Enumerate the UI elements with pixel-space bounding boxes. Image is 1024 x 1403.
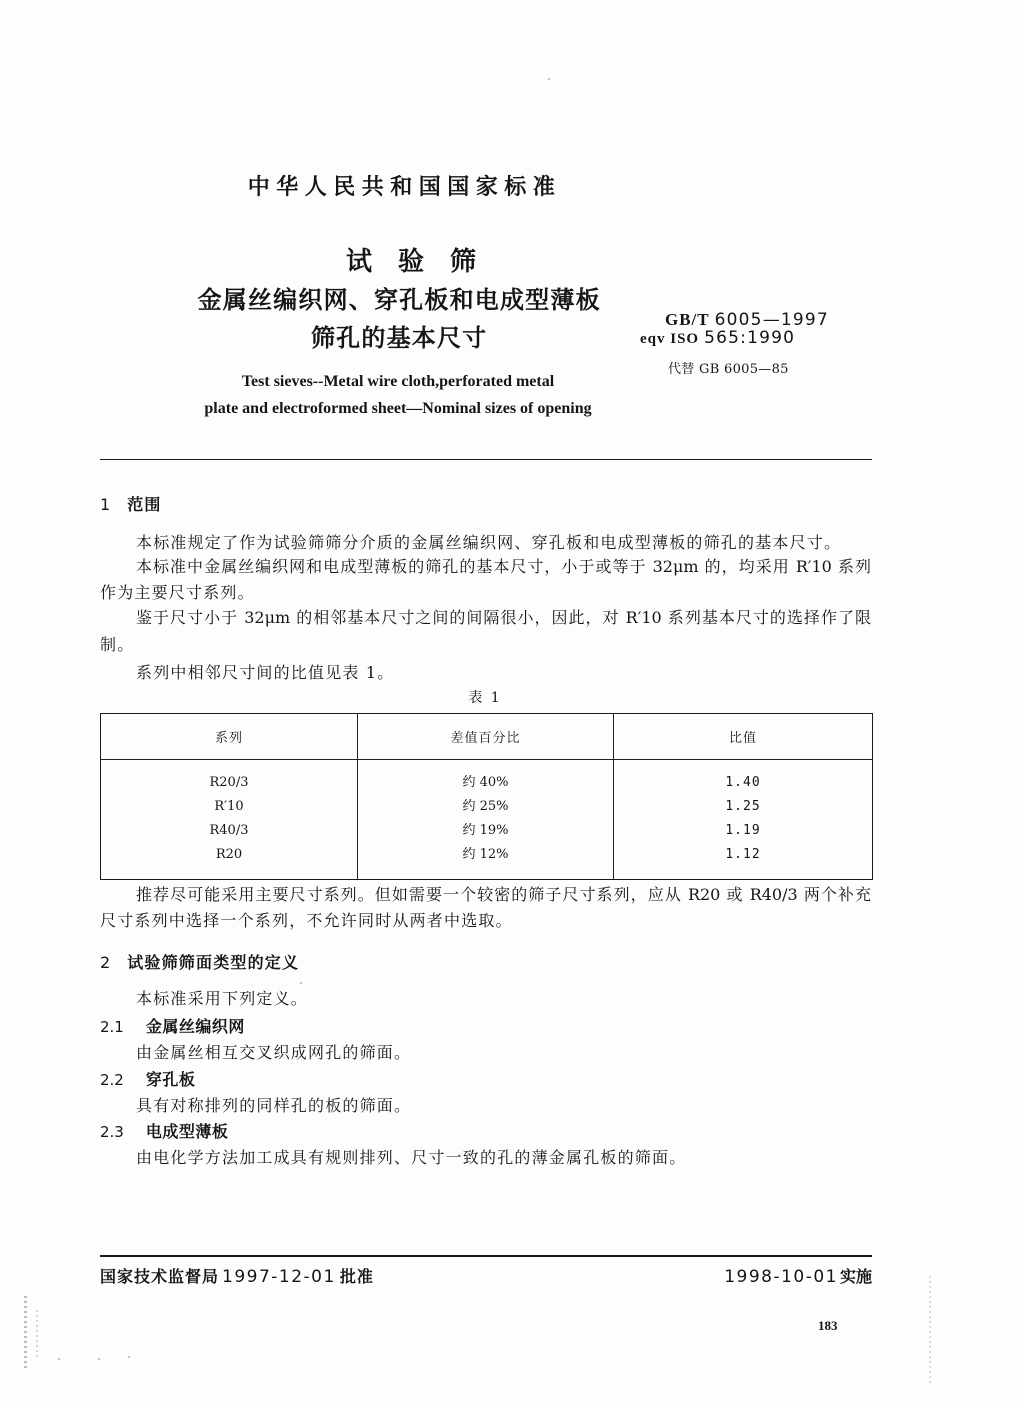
table-cell-percent: 约 25%: [358, 795, 614, 819]
table-cell-ratio: 1.40: [725, 775, 761, 790]
effective-date: 1998-10-01: [724, 1267, 838, 1287]
table-header-series: 系列: [101, 714, 358, 760]
scan-dot: [98, 1358, 100, 1360]
page-number: 183: [818, 1318, 838, 1333]
subsection-term: 电成型薄板: [145, 1122, 229, 1141]
table-cell-series: R20: [101, 843, 358, 880]
subtitle-line-1: 金属丝编织网、穿孔板和电成型薄板: [197, 286, 601, 314]
scan-dot: [58, 1358, 60, 1360]
scan-speck: [24, 1296, 27, 1368]
table-header-ratio: 比值: [614, 714, 873, 760]
table-cell-ratio: 1.25: [725, 799, 761, 814]
subsection-term: 穿孔板: [145, 1070, 196, 1089]
approval-label: 批准: [339, 1267, 374, 1286]
standard-code-prefix: GB/T: [665, 310, 710, 329]
paragraph-line: 鉴于尺寸小于 32μm 的相邻基本尺寸之间的间隔很小，因此，对 R′10 系列基本尺寸的选择作了限: [136, 608, 871, 627]
approval-organization: 国家技术监督局: [100, 1267, 220, 1286]
subsection-definition: 由金属丝相互交叉织成网孔的筛面。: [136, 1043, 412, 1062]
table-cell-series: R′10: [101, 795, 358, 819]
table-cell-series: R40/3: [101, 819, 358, 843]
header-divider: [100, 459, 872, 460]
ratio-table: [100, 713, 873, 880]
subsection-number: 2.3: [100, 1123, 124, 1141]
footer-divider: [100, 1255, 872, 1257]
section-number: 1: [100, 495, 111, 514]
equivalent-prefix: eqv ISO: [640, 331, 700, 347]
paragraph-line: 本标准中金属丝编织网和电成型薄板的筛孔的基本尺寸，小于或等于 32μm 的，均采用 R′10 系列: [136, 557, 871, 576]
paragraph-line: 制。: [100, 635, 135, 654]
table-cell-percent: 约 12%: [358, 843, 614, 880]
effective-label: 实施: [839, 1267, 872, 1286]
replaces-note: 代替 GB 6005—85: [668, 362, 789, 377]
table-cell-ratio: 1.19: [725, 823, 761, 838]
equivalent-standard: [640, 327, 795, 350]
section-title: 试验筛筛面类型的定义: [127, 953, 300, 972]
scan-dot: [128, 1356, 130, 1358]
table-cell-percent: 约 40%: [358, 760, 614, 796]
table-cell-series: R20/3: [101, 760, 358, 796]
scan-speck: [36, 1310, 38, 1360]
table-cell-percent: 约 19%: [358, 819, 614, 843]
approval-line: [100, 1266, 374, 1288]
main-title: 试验筛: [345, 247, 502, 277]
table-row: [101, 760, 873, 796]
equivalent-number: 565:1990: [704, 328, 796, 348]
scan-dot: [548, 78, 550, 80]
paragraph-line: 本标准规定了作为试验筛筛分介质的金属丝编织网、穿孔板和电成型薄板的筛孔的基本尺寸。: [136, 533, 842, 552]
approval-date: 1997-12-01: [222, 1267, 336, 1287]
section-number: 2: [100, 953, 111, 972]
section-1-heading: [100, 495, 162, 515]
subsection-heading: [100, 1122, 228, 1142]
standard-code-number: 6005—1997: [714, 310, 829, 330]
scan-dot: [300, 982, 302, 984]
subsection-term: 金属丝编织网: [145, 1017, 245, 1036]
subsection-heading: [100, 1070, 195, 1090]
paragraph-line: 作为主要尺寸系列。: [100, 583, 255, 602]
table-row: [101, 819, 873, 843]
english-title-line-1: Test sieves--Metal wire cloth,perforated metal: [241, 373, 555, 390]
subtitle-line-2: 筛孔的基本尺寸: [310, 324, 488, 352]
table-header-row: [101, 714, 873, 760]
section-2-heading: [100, 953, 299, 973]
paragraph-line: 尺寸系列中选择一个系列，不允许同时从两者中选取。: [100, 911, 513, 930]
table-caption: 表 1: [468, 690, 502, 706]
paragraph-line: 推荐尽可能采用主要尺寸系列。但如需要一个较密的筛子尺寸系列，应从 R20 或 R40/3 两个补充: [136, 885, 871, 904]
effective-line: [560, 1266, 872, 1288]
table-row: [101, 795, 873, 819]
scan-speck: [929, 1276, 931, 1384]
subsection-number: 2.2: [100, 1071, 124, 1089]
subsection-definition: 由电化学方法加工成具有规则排列、尺寸一致的孔的薄金属孔板的筛面。: [136, 1148, 687, 1167]
country-standard-title: 中华人民共和国国家标准: [247, 175, 562, 200]
subsection-definition: 具有对称排列的同样孔的板的筛面。: [136, 1096, 412, 1115]
table-header-percent-difference: 差值百分比: [358, 714, 614, 760]
english-title-line-2: plate and electroformed sheet—Nominal sizes of opening: [204, 400, 592, 417]
paragraph-line: 系列中相邻尺寸间的比值见表 1。: [136, 663, 395, 682]
table-cell-ratio: 1.12: [725, 847, 761, 862]
subsection-number: 2.1: [100, 1018, 124, 1036]
section-2-intro: 本标准采用下列定义。: [136, 989, 309, 1008]
section-title: 范围: [127, 495, 162, 514]
table-row: [101, 843, 873, 880]
subsection-heading: [100, 1017, 245, 1037]
